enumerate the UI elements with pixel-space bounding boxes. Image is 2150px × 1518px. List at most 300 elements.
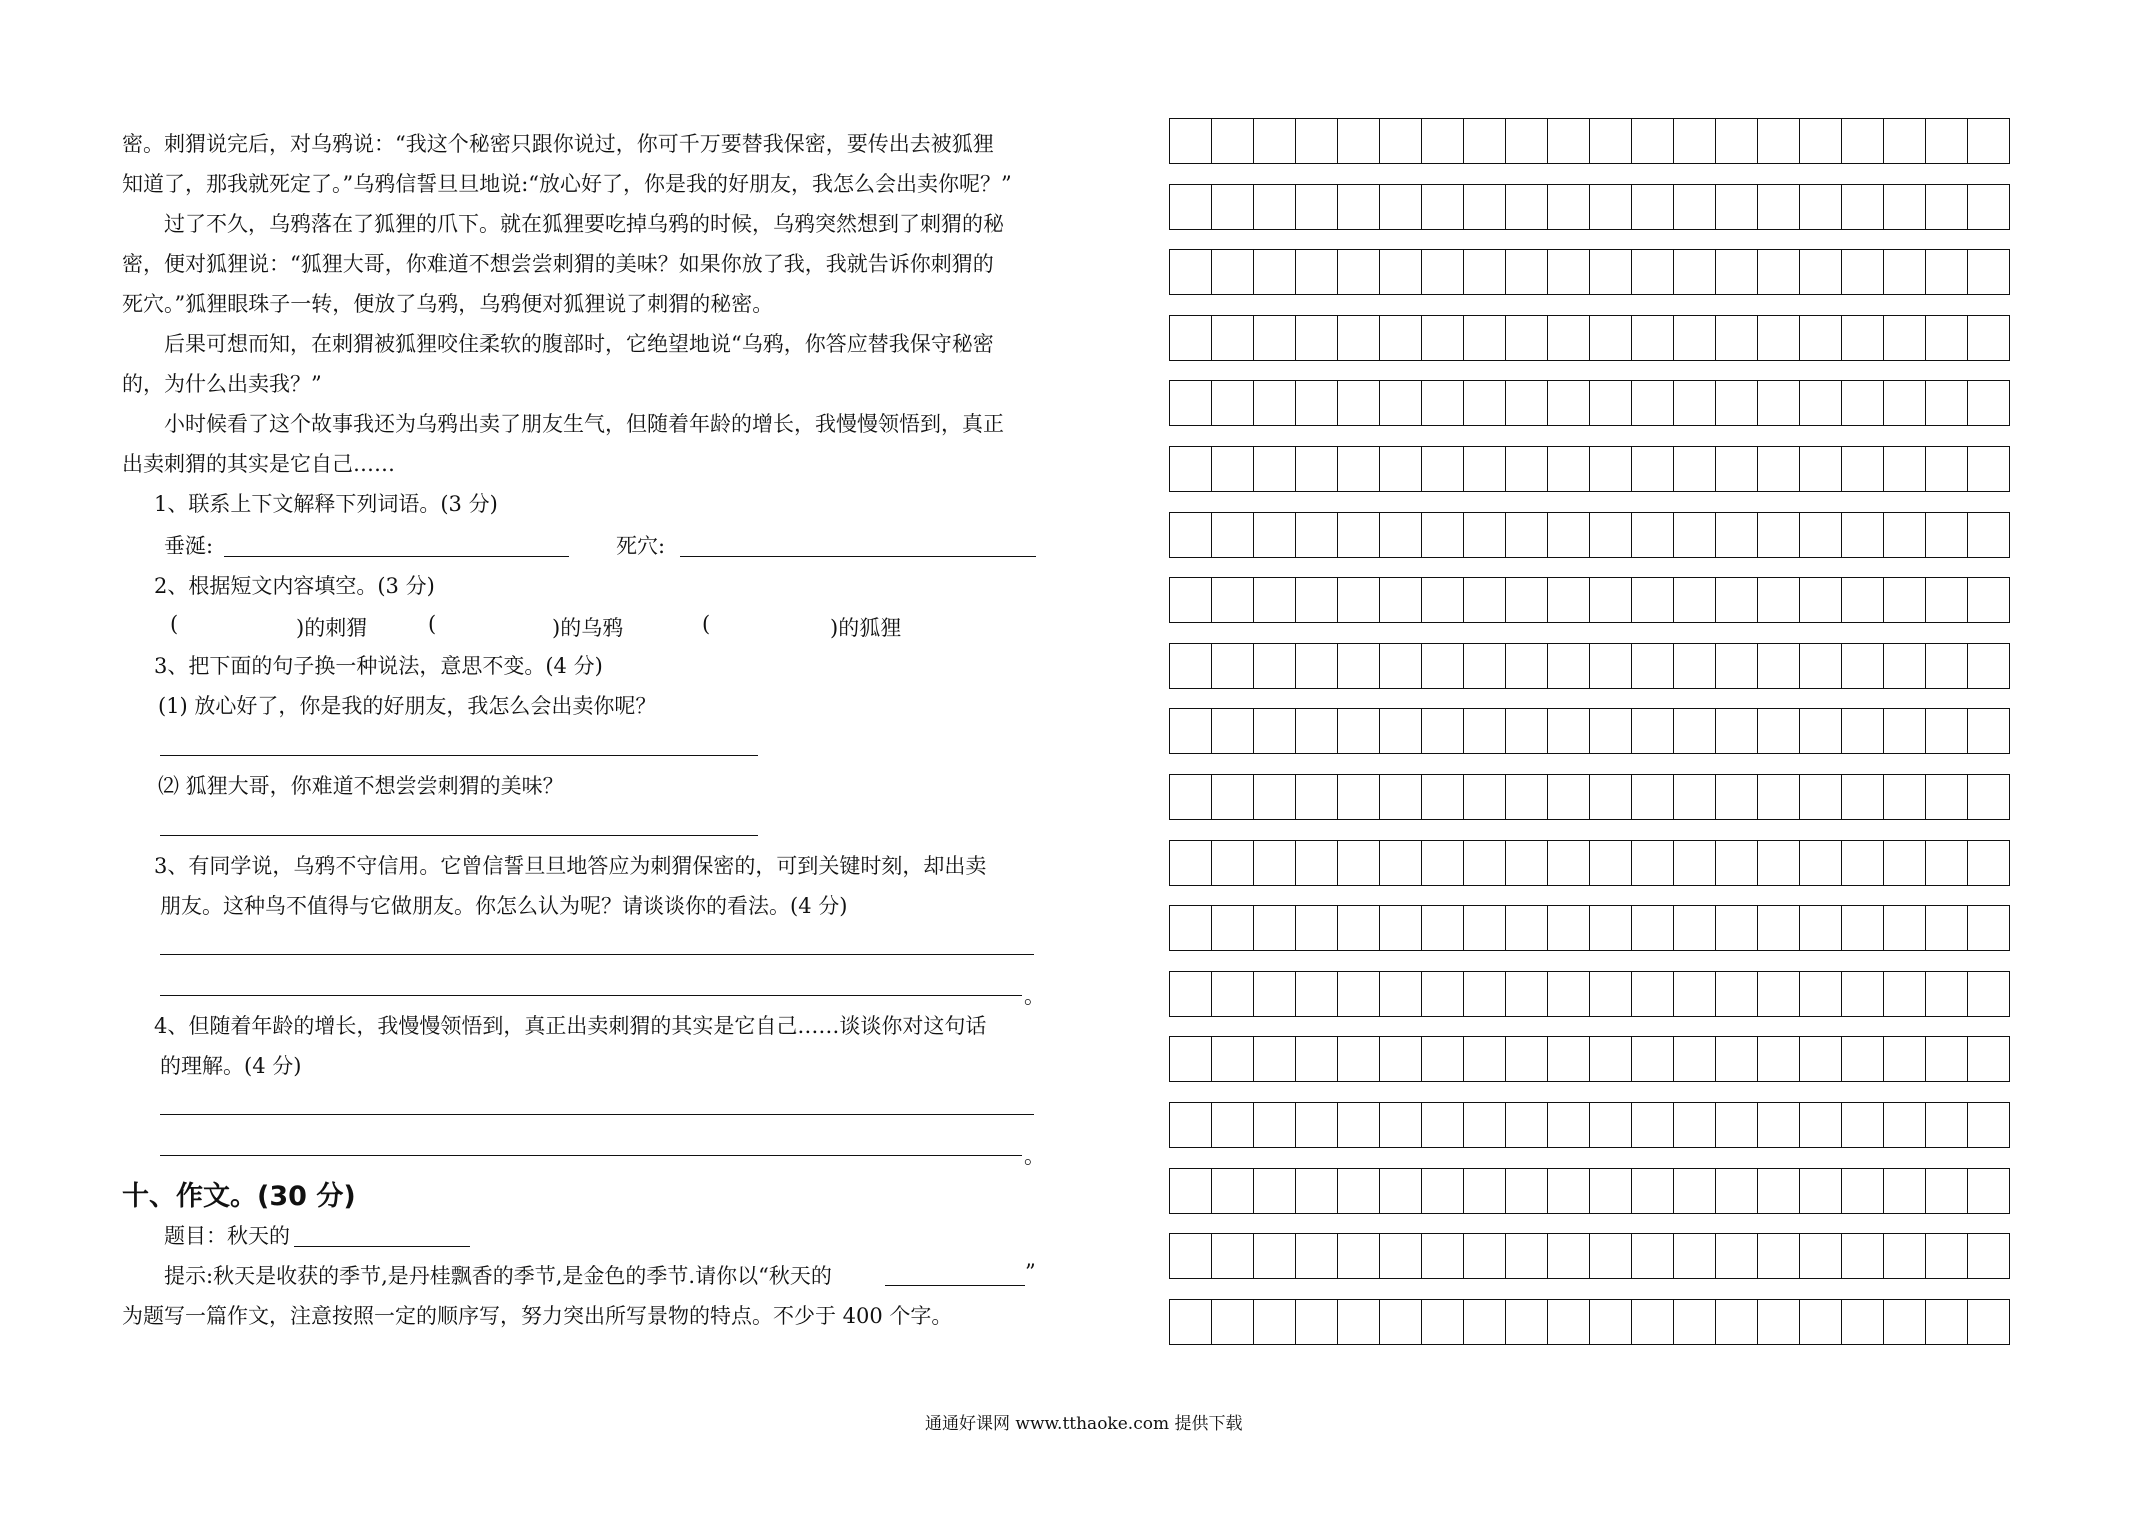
grid-cell[interactable] bbox=[1464, 1299, 1506, 1345]
grid-cell[interactable] bbox=[1212, 184, 1254, 230]
grid-cell[interactable] bbox=[1338, 840, 1380, 886]
grid-cell[interactable] bbox=[1716, 315, 1758, 361]
grid-cell[interactable] bbox=[1590, 249, 1632, 295]
grid-cell[interactable] bbox=[1926, 905, 1968, 951]
grid-cell[interactable] bbox=[1884, 708, 1926, 754]
grid-cell[interactable] bbox=[1758, 315, 1800, 361]
grid-cell[interactable] bbox=[1464, 446, 1506, 492]
grid-cell[interactable] bbox=[1212, 971, 1254, 1017]
grid-cell[interactable] bbox=[1632, 1036, 1674, 1082]
grid-cell[interactable] bbox=[1884, 184, 1926, 230]
grid-cell[interactable] bbox=[1758, 971, 1800, 1017]
grid-cell[interactable] bbox=[1590, 118, 1632, 164]
grid-cell[interactable] bbox=[1674, 512, 1716, 558]
q3-answer-line-2[interactable] bbox=[160, 835, 758, 836]
grid-cell[interactable] bbox=[1338, 1299, 1380, 1345]
grid-cell[interactable] bbox=[1464, 118, 1506, 164]
grid-cell[interactable] bbox=[1548, 905, 1590, 951]
grid-cell[interactable] bbox=[1716, 1102, 1758, 1148]
grid-cell[interactable] bbox=[1422, 1102, 1464, 1148]
grid-cell[interactable] bbox=[1800, 971, 1842, 1017]
grid-cell[interactable] bbox=[1968, 840, 2010, 886]
grid-cell[interactable] bbox=[1422, 446, 1464, 492]
grid-cell[interactable] bbox=[1422, 774, 1464, 820]
grid-cell[interactable] bbox=[1422, 708, 1464, 754]
grid-cell[interactable] bbox=[1926, 840, 1968, 886]
grid-cell[interactable] bbox=[1590, 184, 1632, 230]
grid-cell[interactable] bbox=[1884, 1233, 1926, 1279]
grid-cell[interactable] bbox=[1296, 971, 1338, 1017]
grid-cell[interactable] bbox=[1338, 1036, 1380, 1082]
grid-cell[interactable] bbox=[1296, 446, 1338, 492]
grid-cell[interactable] bbox=[1968, 1102, 2010, 1148]
grid-cell[interactable] bbox=[1170, 643, 1212, 689]
grid-cell[interactable] bbox=[1632, 512, 1674, 558]
grid-cell[interactable] bbox=[1464, 577, 1506, 623]
grid-cell[interactable] bbox=[1170, 1299, 1212, 1345]
grid-cell[interactable] bbox=[1800, 1299, 1842, 1345]
grid-cell[interactable] bbox=[1716, 446, 1758, 492]
grid-cell[interactable] bbox=[1716, 1299, 1758, 1345]
grid-cell[interactable] bbox=[1170, 1168, 1212, 1214]
grid-cell[interactable] bbox=[1548, 1299, 1590, 1345]
grid-cell[interactable] bbox=[1506, 1036, 1548, 1082]
grid-cell[interactable] bbox=[1590, 1036, 1632, 1082]
grid-cell[interactable] bbox=[1338, 1102, 1380, 1148]
grid-cell[interactable] bbox=[1968, 184, 2010, 230]
grid-cell[interactable] bbox=[1716, 577, 1758, 623]
grid-cell[interactable] bbox=[1926, 315, 1968, 361]
grid-cell[interactable] bbox=[1842, 840, 1884, 886]
grid-cell[interactable] bbox=[1800, 118, 1842, 164]
grid-cell[interactable] bbox=[1170, 1233, 1212, 1279]
grid-cell[interactable] bbox=[1506, 971, 1548, 1017]
grid-cell[interactable] bbox=[1926, 380, 1968, 426]
grid-cell[interactable] bbox=[1548, 446, 1590, 492]
grid-cell[interactable] bbox=[1800, 840, 1842, 886]
grid-cell[interactable] bbox=[1338, 446, 1380, 492]
grid-cell[interactable] bbox=[1800, 708, 1842, 754]
grid-cell[interactable] bbox=[1548, 249, 1590, 295]
grid-cell[interactable] bbox=[1800, 184, 1842, 230]
grid-cell[interactable] bbox=[1842, 249, 1884, 295]
grid-cell[interactable] bbox=[1884, 577, 1926, 623]
grid-cell[interactable] bbox=[1758, 184, 1800, 230]
grid-cell[interactable] bbox=[1464, 1102, 1506, 1148]
grid-cell[interactable] bbox=[1590, 446, 1632, 492]
grid-cell[interactable] bbox=[1968, 577, 2010, 623]
grid-cell[interactable] bbox=[1296, 1299, 1338, 1345]
grid-cell[interactable] bbox=[1632, 577, 1674, 623]
grid-cell[interactable] bbox=[1800, 905, 1842, 951]
grid-cell[interactable] bbox=[1464, 315, 1506, 361]
grid-cell[interactable] bbox=[1632, 1299, 1674, 1345]
grid-cell[interactable] bbox=[1590, 840, 1632, 886]
grid-cell[interactable] bbox=[1422, 971, 1464, 1017]
grid-cell[interactable] bbox=[1674, 446, 1716, 492]
grid-cell[interactable] bbox=[1548, 315, 1590, 361]
grid-cell[interactable] bbox=[1212, 774, 1254, 820]
grid-cell[interactable] bbox=[1884, 512, 1926, 558]
grid-cell[interactable] bbox=[1968, 1299, 2010, 1345]
grid-cell[interactable] bbox=[1716, 774, 1758, 820]
grid-cell[interactable] bbox=[1296, 118, 1338, 164]
grid-cell[interactable] bbox=[1884, 249, 1926, 295]
grid-cell[interactable] bbox=[1674, 971, 1716, 1017]
q1-answer-line-1[interactable] bbox=[224, 556, 569, 557]
grid-cell[interactable] bbox=[1296, 1036, 1338, 1082]
grid-cell[interactable] bbox=[1884, 118, 1926, 164]
grid-cell[interactable] bbox=[1548, 1168, 1590, 1214]
grid-cell[interactable] bbox=[1968, 118, 2010, 164]
grid-cell[interactable] bbox=[1800, 1102, 1842, 1148]
grid-cell[interactable] bbox=[1674, 380, 1716, 426]
grid-cell[interactable] bbox=[1422, 118, 1464, 164]
grid-cell[interactable] bbox=[1380, 1233, 1422, 1279]
grid-cell[interactable] bbox=[1968, 971, 2010, 1017]
grid-cell[interactable] bbox=[1758, 1168, 1800, 1214]
grid-cell[interactable] bbox=[1884, 643, 1926, 689]
grid-cell[interactable] bbox=[1758, 512, 1800, 558]
grid-cell[interactable] bbox=[1254, 905, 1296, 951]
grid-cell[interactable] bbox=[1632, 446, 1674, 492]
grid-cell[interactable] bbox=[1506, 577, 1548, 623]
grid-cell[interactable] bbox=[1674, 643, 1716, 689]
grid-cell[interactable] bbox=[1758, 1036, 1800, 1082]
grid-cell[interactable] bbox=[1968, 249, 2010, 295]
grid-cell[interactable] bbox=[1506, 840, 1548, 886]
grid-cell[interactable] bbox=[1380, 249, 1422, 295]
grid-cell[interactable] bbox=[1422, 249, 1464, 295]
grid-cell[interactable] bbox=[1758, 708, 1800, 754]
grid-cell[interactable] bbox=[1632, 118, 1674, 164]
grid-cell[interactable] bbox=[1590, 774, 1632, 820]
grid-cell[interactable] bbox=[1842, 577, 1884, 623]
grid-cell[interactable] bbox=[1800, 643, 1842, 689]
grid-cell[interactable] bbox=[1254, 1299, 1296, 1345]
grid-cell[interactable] bbox=[1296, 184, 1338, 230]
grid-cell[interactable] bbox=[1170, 118, 1212, 164]
grid-cell[interactable] bbox=[1548, 774, 1590, 820]
grid-cell[interactable] bbox=[1548, 840, 1590, 886]
grid-cell[interactable] bbox=[1170, 708, 1212, 754]
grid-cell[interactable] bbox=[1296, 774, 1338, 820]
grid-cell[interactable] bbox=[1632, 708, 1674, 754]
grid-cell[interactable] bbox=[1674, 774, 1716, 820]
grid-cell[interactable] bbox=[1674, 1036, 1716, 1082]
grid-cell[interactable] bbox=[1632, 1168, 1674, 1214]
grid-cell[interactable] bbox=[1842, 1036, 1884, 1082]
grid-cell[interactable] bbox=[1548, 643, 1590, 689]
grid-cell[interactable] bbox=[1674, 1102, 1716, 1148]
grid-cell[interactable] bbox=[1254, 1036, 1296, 1082]
grid-cell[interactable] bbox=[1842, 380, 1884, 426]
grid-cell[interactable] bbox=[1170, 184, 1212, 230]
grid-cell[interactable] bbox=[1170, 315, 1212, 361]
grid-cell[interactable] bbox=[1548, 971, 1590, 1017]
grid-cell[interactable] bbox=[1254, 380, 1296, 426]
grid-cell[interactable] bbox=[1254, 1168, 1296, 1214]
grid-cell[interactable] bbox=[1338, 577, 1380, 623]
grid-cell[interactable] bbox=[1254, 577, 1296, 623]
grid-cell[interactable] bbox=[1296, 577, 1338, 623]
grid-cell[interactable] bbox=[1632, 1233, 1674, 1279]
grid-cell[interactable] bbox=[1632, 184, 1674, 230]
grid-cell[interactable] bbox=[1968, 446, 2010, 492]
grid-cell[interactable] bbox=[1170, 1036, 1212, 1082]
grid-cell[interactable] bbox=[1758, 249, 1800, 295]
grid-cell[interactable] bbox=[1506, 512, 1548, 558]
grid-cell[interactable] bbox=[1506, 1299, 1548, 1345]
grid-cell[interactable] bbox=[1884, 1102, 1926, 1148]
grid-cell[interactable] bbox=[1380, 971, 1422, 1017]
grid-cell[interactable] bbox=[1800, 1168, 1842, 1214]
grid-cell[interactable] bbox=[1590, 971, 1632, 1017]
grid-cell[interactable] bbox=[1380, 643, 1422, 689]
q5-answer-line-1[interactable] bbox=[160, 1114, 1034, 1115]
grid-cell[interactable] bbox=[1632, 380, 1674, 426]
grid-cell[interactable] bbox=[1548, 1233, 1590, 1279]
grid-cell[interactable] bbox=[1296, 315, 1338, 361]
grid-cell[interactable] bbox=[1926, 1168, 1968, 1214]
grid-cell[interactable] bbox=[1464, 971, 1506, 1017]
grid-cell[interactable] bbox=[1632, 1102, 1674, 1148]
grid-cell[interactable] bbox=[1464, 774, 1506, 820]
grid-cell[interactable] bbox=[1800, 1233, 1842, 1279]
grid-cell[interactable] bbox=[1296, 380, 1338, 426]
grid-cell[interactable] bbox=[1926, 446, 1968, 492]
grid-cell[interactable] bbox=[1842, 446, 1884, 492]
grid-cell[interactable] bbox=[1296, 905, 1338, 951]
grid-cell[interactable] bbox=[1254, 1233, 1296, 1279]
grid-cell[interactable] bbox=[1716, 971, 1758, 1017]
grid-cell[interactable] bbox=[1758, 905, 1800, 951]
q1-answer-line-2[interactable] bbox=[680, 556, 1036, 557]
grid-cell[interactable] bbox=[1842, 1299, 1884, 1345]
grid-cell[interactable] bbox=[1422, 512, 1464, 558]
grid-cell[interactable] bbox=[1842, 1168, 1884, 1214]
grid-cell[interactable] bbox=[1422, 577, 1464, 623]
grid-cell[interactable] bbox=[1506, 315, 1548, 361]
grid-cell[interactable] bbox=[1716, 380, 1758, 426]
grid-cell[interactable] bbox=[1968, 708, 2010, 754]
grid-cell[interactable] bbox=[1254, 512, 1296, 558]
grid-cell[interactable] bbox=[1338, 118, 1380, 164]
grid-cell[interactable] bbox=[1464, 1036, 1506, 1082]
grid-cell[interactable] bbox=[1506, 380, 1548, 426]
grid-cell[interactable] bbox=[1884, 905, 1926, 951]
q5-answer-line-2[interactable] bbox=[160, 1155, 1022, 1156]
grid-cell[interactable] bbox=[1338, 905, 1380, 951]
grid-cell[interactable] bbox=[1338, 249, 1380, 295]
grid-cell[interactable] bbox=[1926, 643, 1968, 689]
grid-cell[interactable] bbox=[1590, 708, 1632, 754]
grid-cell[interactable] bbox=[1422, 1299, 1464, 1345]
grid-cell[interactable] bbox=[1800, 380, 1842, 426]
grid-cell[interactable] bbox=[1758, 577, 1800, 623]
grid-cell[interactable] bbox=[1968, 380, 2010, 426]
grid-cell[interactable] bbox=[1212, 577, 1254, 623]
grid-cell[interactable] bbox=[1296, 249, 1338, 295]
grid-cell[interactable] bbox=[1422, 1036, 1464, 1082]
grid-cell[interactable] bbox=[1632, 971, 1674, 1017]
grid-cell[interactable] bbox=[1632, 315, 1674, 361]
grid-cell[interactable] bbox=[1380, 840, 1422, 886]
grid-cell[interactable] bbox=[1380, 1102, 1422, 1148]
grid-cell[interactable] bbox=[1674, 184, 1716, 230]
grid-cell[interactable] bbox=[1968, 315, 2010, 361]
grid-cell[interactable] bbox=[1254, 249, 1296, 295]
grid-cell[interactable] bbox=[1422, 315, 1464, 361]
grid-cell[interactable] bbox=[1758, 118, 1800, 164]
grid-cell[interactable] bbox=[1380, 512, 1422, 558]
grid-cell[interactable] bbox=[1548, 380, 1590, 426]
grid-cell[interactable] bbox=[1254, 446, 1296, 492]
grid-cell[interactable] bbox=[1170, 577, 1212, 623]
grid-cell[interactable] bbox=[1506, 184, 1548, 230]
q3-answer-line-1[interactable] bbox=[160, 755, 758, 756]
grid-cell[interactable] bbox=[1674, 577, 1716, 623]
grid-cell[interactable] bbox=[1170, 971, 1212, 1017]
grid-cell[interactable] bbox=[1842, 774, 1884, 820]
grid-cell[interactable] bbox=[1842, 1233, 1884, 1279]
grid-cell[interactable] bbox=[1884, 1168, 1926, 1214]
q4-answer-line-2[interactable] bbox=[160, 995, 1022, 996]
grid-cell[interactable] bbox=[1338, 1233, 1380, 1279]
grid-cell[interactable] bbox=[1800, 512, 1842, 558]
grid-cell[interactable] bbox=[1716, 708, 1758, 754]
grid-cell[interactable] bbox=[1296, 1233, 1338, 1279]
grid-cell[interactable] bbox=[1926, 708, 1968, 754]
grid-cell[interactable] bbox=[1926, 1299, 1968, 1345]
grid-cell[interactable] bbox=[1338, 971, 1380, 1017]
grid-cell[interactable] bbox=[1506, 708, 1548, 754]
grid-cell[interactable] bbox=[1422, 1233, 1464, 1279]
grid-cell[interactable] bbox=[1338, 708, 1380, 754]
grid-cell[interactable] bbox=[1926, 184, 1968, 230]
grid-cell[interactable] bbox=[1632, 643, 1674, 689]
grid-cell[interactable] bbox=[1674, 1299, 1716, 1345]
grid-cell[interactable] bbox=[1716, 905, 1758, 951]
grid-cell[interactable] bbox=[1590, 1168, 1632, 1214]
grid-cell[interactable] bbox=[1464, 1233, 1506, 1279]
grid-cell[interactable] bbox=[1842, 1102, 1884, 1148]
grid-cell[interactable] bbox=[1212, 249, 1254, 295]
grid-cell[interactable] bbox=[1800, 315, 1842, 361]
grid-cell[interactable] bbox=[1674, 249, 1716, 295]
grid-cell[interactable] bbox=[1464, 905, 1506, 951]
grid-cell[interactable] bbox=[1338, 315, 1380, 361]
grid-cell[interactable] bbox=[1422, 905, 1464, 951]
grid-cell[interactable] bbox=[1842, 971, 1884, 1017]
grid-cell[interactable] bbox=[1296, 643, 1338, 689]
grid-cell[interactable] bbox=[1296, 1168, 1338, 1214]
grid-cell[interactable] bbox=[1884, 971, 1926, 1017]
grid-cell[interactable] bbox=[1380, 1299, 1422, 1345]
grid-cell[interactable] bbox=[1212, 643, 1254, 689]
grid-cell[interactable] bbox=[1800, 249, 1842, 295]
grid-cell[interactable] bbox=[1716, 1168, 1758, 1214]
grid-cell[interactable] bbox=[1464, 512, 1506, 558]
grid-cell[interactable] bbox=[1632, 905, 1674, 951]
grid-cell[interactable] bbox=[1380, 184, 1422, 230]
grid-cell[interactable] bbox=[1758, 1102, 1800, 1148]
grid-cell[interactable] bbox=[1212, 315, 1254, 361]
grid-cell[interactable] bbox=[1884, 315, 1926, 361]
grid-cell[interactable] bbox=[1254, 315, 1296, 361]
grid-cell[interactable] bbox=[1170, 512, 1212, 558]
grid-cell[interactable] bbox=[1884, 1036, 1926, 1082]
grid-cell[interactable] bbox=[1464, 1168, 1506, 1214]
grid-cell[interactable] bbox=[1296, 512, 1338, 558]
grid-cell[interactable] bbox=[1968, 1036, 2010, 1082]
grid-cell[interactable] bbox=[1380, 905, 1422, 951]
grid-cell[interactable] bbox=[1842, 315, 1884, 361]
grid-cell[interactable] bbox=[1884, 840, 1926, 886]
grid-cell[interactable] bbox=[1926, 118, 1968, 164]
grid-cell[interactable] bbox=[1380, 774, 1422, 820]
grid-cell[interactable] bbox=[1758, 1233, 1800, 1279]
grid-cell[interactable] bbox=[1590, 315, 1632, 361]
grid-cell[interactable] bbox=[1884, 380, 1926, 426]
grid-cell[interactable] bbox=[1842, 118, 1884, 164]
grid-cell[interactable] bbox=[1842, 184, 1884, 230]
grid-cell[interactable] bbox=[1212, 512, 1254, 558]
grid-cell[interactable] bbox=[1212, 1102, 1254, 1148]
grid-cell[interactable] bbox=[1716, 118, 1758, 164]
grid-cell[interactable] bbox=[1254, 118, 1296, 164]
grid-cell[interactable] bbox=[1170, 380, 1212, 426]
grid-cell[interactable] bbox=[1254, 1102, 1296, 1148]
grid-cell[interactable] bbox=[1212, 118, 1254, 164]
grid-cell[interactable] bbox=[1968, 643, 2010, 689]
grid-cell[interactable] bbox=[1506, 643, 1548, 689]
grid-cell[interactable] bbox=[1254, 971, 1296, 1017]
grid-cell[interactable] bbox=[1758, 840, 1800, 886]
grid-cell[interactable] bbox=[1422, 840, 1464, 886]
grid-cell[interactable] bbox=[1212, 1233, 1254, 1279]
grid-cell[interactable] bbox=[1212, 708, 1254, 754]
grid-cell[interactable] bbox=[1968, 774, 2010, 820]
grid-cell[interactable] bbox=[1422, 1168, 1464, 1214]
grid-cell[interactable] bbox=[1926, 1233, 1968, 1279]
grid-cell[interactable] bbox=[1842, 643, 1884, 689]
grid-cell[interactable] bbox=[1296, 840, 1338, 886]
grid-cell[interactable] bbox=[1674, 118, 1716, 164]
grid-cell[interactable] bbox=[1674, 315, 1716, 361]
grid-cell[interactable] bbox=[1212, 446, 1254, 492]
grid-cell[interactable] bbox=[1926, 577, 1968, 623]
grid-cell[interactable] bbox=[1674, 1168, 1716, 1214]
grid-cell[interactable] bbox=[1548, 118, 1590, 164]
grid-cell[interactable] bbox=[1716, 840, 1758, 886]
grid-cell[interactable] bbox=[1884, 446, 1926, 492]
grid-cell[interactable] bbox=[1590, 380, 1632, 426]
grid-cell[interactable] bbox=[1338, 184, 1380, 230]
grid-cell[interactable] bbox=[1212, 905, 1254, 951]
grid-cell[interactable] bbox=[1884, 774, 1926, 820]
grid-cell[interactable] bbox=[1170, 905, 1212, 951]
grid-cell[interactable] bbox=[1758, 380, 1800, 426]
grid-cell[interactable] bbox=[1926, 1102, 1968, 1148]
grid-cell[interactable] bbox=[1884, 1299, 1926, 1345]
grid-cell[interactable] bbox=[1716, 643, 1758, 689]
grid-cell[interactable] bbox=[1296, 1102, 1338, 1148]
grid-cell[interactable] bbox=[1800, 446, 1842, 492]
grid-cell[interactable] bbox=[1506, 1233, 1548, 1279]
grid-cell[interactable] bbox=[1170, 774, 1212, 820]
grid-cell[interactable] bbox=[1338, 774, 1380, 820]
